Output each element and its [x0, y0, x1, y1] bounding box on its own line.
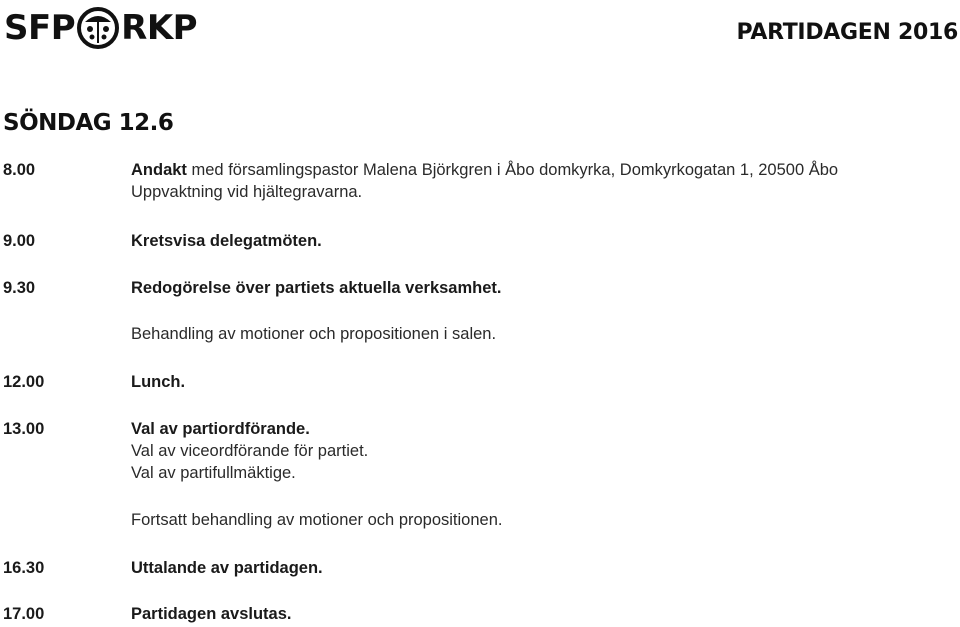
schedule-time: 16.30	[3, 559, 45, 577]
schedule-description: Lunch.	[131, 373, 186, 391]
schedule-extra-line: Val av partifullmäktige.	[131, 464, 296, 482]
schedule-time: 12.00	[3, 373, 45, 391]
schedule-description: Kretsvisa delegatmöten.	[131, 232, 322, 250]
party-logo	[4, 6, 197, 50]
schedule-description: Val av partiordförande.	[131, 420, 310, 438]
schedule-time: 8.00	[3, 161, 36, 179]
schedule-content	[131, 230, 957, 252]
schedule-content	[131, 603, 957, 625]
logo-text-rkp: RKP	[121, 8, 198, 48]
schedule-content	[131, 277, 957, 345]
schedule-extra-line: Val av viceordförande för partiet.	[131, 442, 369, 460]
ladybug-emblem-icon	[76, 6, 120, 50]
schedule-description: Partidagen avslutas.	[131, 605, 292, 623]
schedule-extra-line: Uppvaktning vid hjältegravarna.	[131, 183, 363, 201]
schedule-lead: Andakt	[131, 161, 187, 179]
schedule-content	[131, 557, 957, 579]
schedule-time: 17.00	[3, 605, 45, 623]
schedule-description	[131, 159, 957, 181]
schedule-time: 9.00	[3, 232, 36, 250]
schedule-content	[131, 418, 957, 531]
schedule-content	[131, 371, 957, 393]
day-heading: SÖNDAG 12.6	[3, 110, 174, 136]
schedule-description: Uttalande av partidagen.	[131, 559, 323, 577]
schedule-lead-rest: med församlingspastor Malena Björkgren i Åbo domkyrka, Domkyrkogatan 1, 20500 Åbo	[186, 161, 839, 179]
event-title: PARTIDAGEN 2016	[736, 20, 958, 45]
logo-text-sfp: SFP	[4, 8, 76, 48]
schedule-content	[131, 159, 957, 203]
schedule-after-line: Fortsatt behandling av motioner och propositionen.	[131, 511, 503, 529]
schedule-description: Redogörelse över partiets aktuella verksamhet.	[131, 279, 502, 297]
schedule-extra-line: Behandling av motioner och propositionen i salen.	[131, 325, 497, 343]
schedule-time: 13.00	[3, 420, 45, 438]
schedule-time: 9.30	[3, 279, 36, 297]
